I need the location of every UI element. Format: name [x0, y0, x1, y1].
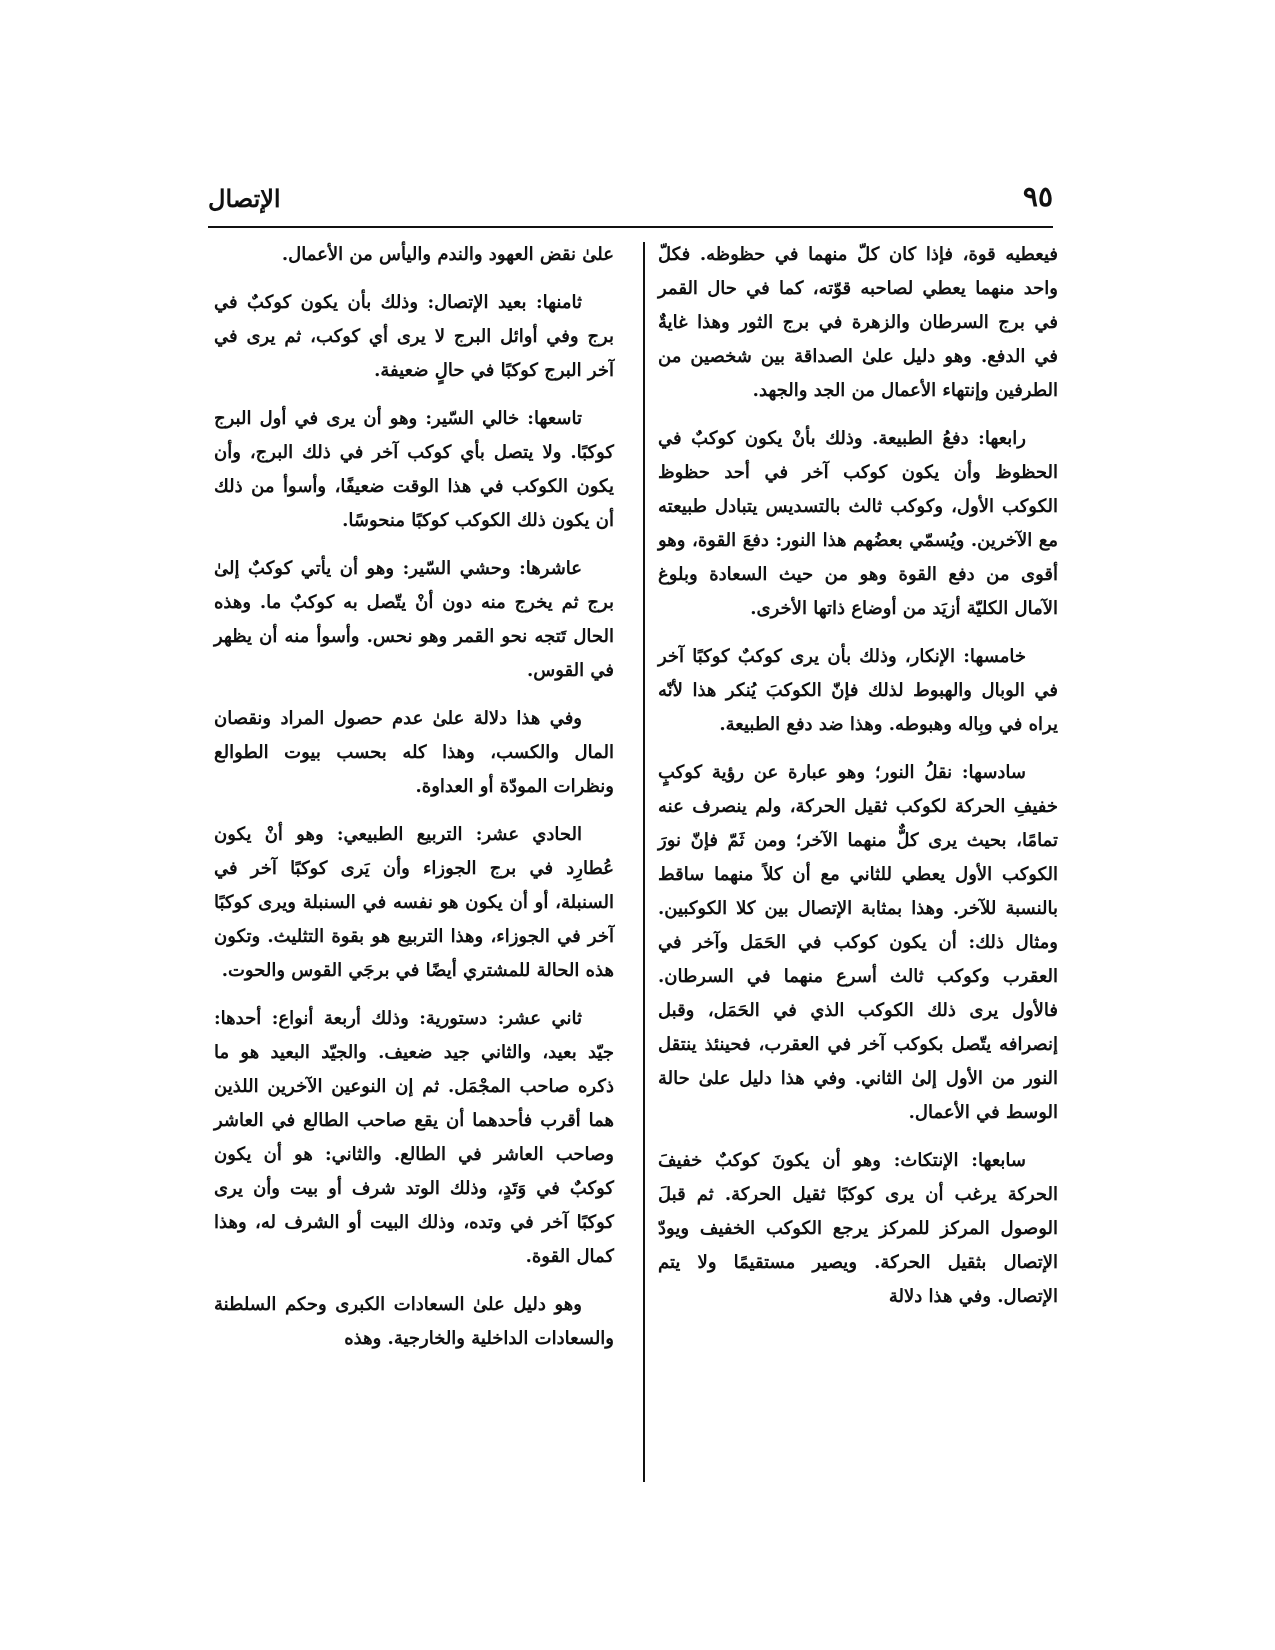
paragraph: فيعطيه قوة، فإذا كان كلّ منهما في حظوظه. فكلّ واحد منهما يعطي لصاحبه قوّته، كما في حال القمر في برج السرطان والزهرة في برج الثور وهذا غايةٌ في الدفع. وهو دليل علىٰ الصداقة بين شخصين من الطرفين وإنتهاء الأعمال من الجد والجهد. [658, 244, 1058, 401]
paragraph: رابعها: دفعُ الطبيعة. وذلك بأنْ يكون كوكبٌ في الحظوظ وأن يكون كوكب آخر في أحد حظوظ الكوكب الأول، وكوكب ثالث بالتسديس يتبادل طبيعته مع الآخرين. ويُسمّي بعضُهم هذا النور: دفعَ القوة، وهو أقوى من دفع القوة وهو من حيث السعادة وبلوغ الآمال الكليّة أزيَد من أوضاع ذاتها الأخرى. [658, 428, 1058, 619]
paragraph: خامسها: الإنكار، وذلك بأن يرى كوكبٌ كوكبًا آخر في الوبال والهبوط لذلك فإنّ الكوكبَ يُنكر هذا لأنّه يراه في وبِاله وهبوطه. وهذا ضد دفع الطبيعة. [658, 646, 1058, 735]
column-divider [643, 242, 645, 1482]
paragraph: علىٰ نقض العهود والندم واليأس من الأعمال. [281, 244, 614, 265]
paragraph: تاسعها: خالي السّير: وهو أن يرى في أول البرج كوكبًا. ولا يتصل بأي كوكب آخر في ذلك البرج، وأن يكون الكوكب في هذا الوقت ضعيفًا، وأسوأ من ذلك أن يكون ذلك الكوكب كوكبًا منحوسًا. [214, 408, 614, 531]
paragraph: وفي هذا دلالة علىٰ عدم حصول المراد ونقصان المال والكسب، وهذا كله بحسب بيوت الطوالع ونظرات المودّة أو العداوة. [214, 708, 614, 797]
paragraph: الحادي عشر: التربيع الطبيعي: وهو أنْ يكون عُطارِد في برج الجوزاء وأن يَرى كوكبًا آخر في السنبلة، أو أن يكون هو نفسه في السنبلة ويرى كوكبًا آخر في الجوزاء، وهذا التربيع هو بقوة التثليث. وتكون هذه الحالة للمشتري أيضًا في برجَي القوس والحوت. [214, 824, 614, 981]
left-column [214, 238, 614, 1370]
page-header [208, 180, 1053, 226]
paragraph: سادسها: نقلُ النور؛ وهو عبارة عن رؤية كوكبٍ خفيفِ الحركة لكوكب ثقيل الحركة، ولم ينصرف عنه تمامًا، بحيث يرى كلٌّ منهما الآخر؛ ومن ثَمّ فإنّ نورَ الكوكب الأول يعطي للثاني مع أن كلاً منهما ساقط بالنسبة للآخر. وهذا بمثابة الإتصال بين كلا الكوكبين. ومثال ذلك: أن يكون كوكب في الحَمَل وآخر في العقرب وكوكب ثالث أسرع منهما في السرطان. فالأول يرى ذلك الكوكب الذي في الحَمَل، وقبل إنصرافه يتّصل بكوكب آخر في العقرب، فحينئذ ينتقل النور من الأول إلىٰ الثاني. وفي هذا دليل علىٰ حالة الوسط في الأعمال. [658, 762, 1058, 1123]
right-column [658, 238, 1058, 1328]
paragraph: ثاني عشر: دستورية: وذلك أربعة أنواع: أحدها: جيّد بعيد، والثاني جيد ضعيف. والجيّد البعيد هو ما ذكره صاحب المجْمَل. ثم إن النوعين الآخرين اللذين هما أقرب فأحدهما أن يقع صاحب الطالع في العاشر وصاحب العاشر في الطالع. والثاني: هو أن يكون كوكبٌ في وَتَدٍ، وذلك الوتد شرف أو بيت وأن يرى كوكبًا آخر في وتده، وذلك البيت أو الشرف له، وهذا كمال القوة. [214, 1008, 614, 1267]
page-number: ٩٥ [1022, 180, 1053, 213]
header-rule [208, 226, 1053, 228]
paragraph: سابعها: الإنتكاث: وهو أن يكونَ كوكبٌ خفيفَ الحركة يرغب أن يرى كوكبًا ثقيل الحركة. ثم قبلَ الوصول المركز للمركز يرجع الكوكب الخفيف ويودّ الإتصال بثقيل الحركة. ويصير مستقيمًا ولا يتم الإتصال. وفي هذا دلالة [658, 1150, 1058, 1307]
paragraph: عاشرها: وحشي السّير: وهو أن يأتي كوكبٌ إلىٰ برج ثم يخرج منه دون أنْ يتّصل به كوكبٌ ما. وهذه الحال تَتجه نحو القمر وهو نحس. وأسوأ منه أن يظهر في القوس. [214, 558, 614, 681]
paragraph: وهو دليل علىٰ السعادات الكبرى وحكم السلطنة والسعادات الداخلية والخارجية. وهذه [214, 1294, 614, 1349]
paragraph: ثامنها: بعيد الإتصال: وذلك بأن يكون كوكبٌ في برج وفي أوائل البرج لا يرى أي كوكب، ثم يرى في آخر البرج كوكبًا في حالٍ ضعيفة. [214, 292, 614, 381]
running-title: الإتصال [208, 184, 281, 213]
